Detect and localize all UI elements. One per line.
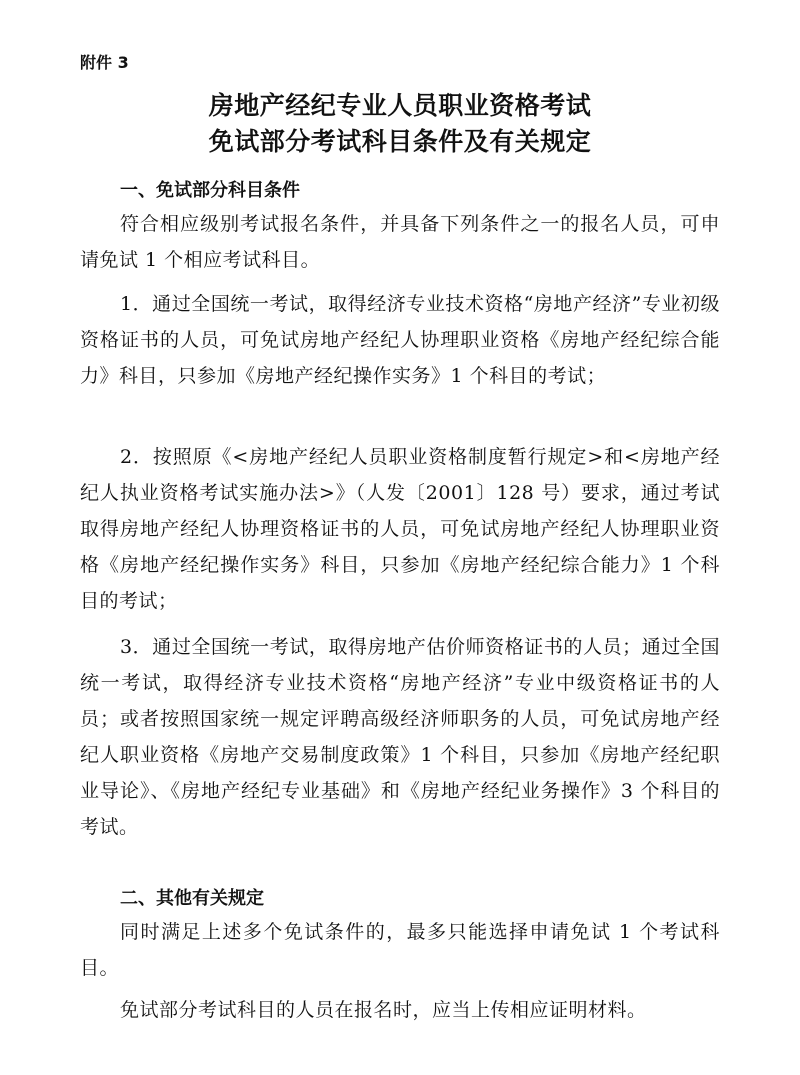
attachment-label: 附件 3 bbox=[80, 53, 129, 72]
document-title-line-1: 房地产经纪专业人员职业资格考试 bbox=[208, 91, 592, 120]
condition-item-2: 2．按照原《<房地产经纪人员职业资格制度暂行规定>和<房地产经纪人执业资格考试实施办法>》（人发〔2001〕128 号）要求，通过考试取得房地产经纪人协理资格证书的人员，可免试房地产经纪人协理职业资格《房地产经纪操作实务》科目，只参加《房地产经纪综合能力》1 个科目的考试； bbox=[80, 446, 720, 612]
rule-paragraph-1: 同时满足上述多个免试条件的，最多只能选择申请免试 1 个考试科目。 bbox=[80, 921, 720, 979]
section-1-intro: 符合相应级别考试报名条件，并具备下列条件之一的报名人员，可申请免试 1 个相应考试科目。 bbox=[80, 213, 720, 271]
condition-item-1: 1．通过全国统一考试，取得经济专业技术资格“房地产经济”专业初级资格证书的人员，可免试房地产经纪人协理职业资格《房地产经纪综合能力》科目，只参加《房地产经纪操作实务》1 个科目的考试； bbox=[80, 293, 720, 387]
condition-item-3: 3．通过全国统一考试，取得房地产估价师资格证书的人员；通过全国统一考试，取得经济专业技术资格“房地产经济”专业中级资格证书的人员；或者按照国家统一规定评聘高级经济师职务的人员，可免试房地产经纪人职业资格《房地产交易制度政策》1 个科目，只参加《房地产经纪职业导论》、《房地产经纪专业基础》和《房地产经纪业务操作》3 个科目的考试。 bbox=[80, 636, 720, 838]
section-2-heading: 二、其他有关规定 bbox=[120, 888, 264, 909]
rule-paragraph-2: 免试部分考试科目的人员在报名时，应当上传相应证明材料。 bbox=[120, 999, 647, 1021]
document-title-line-2: 免试部分考试科目条件及有关规定 bbox=[208, 127, 592, 156]
section-1-heading: 一、免试部分科目条件 bbox=[120, 180, 300, 201]
